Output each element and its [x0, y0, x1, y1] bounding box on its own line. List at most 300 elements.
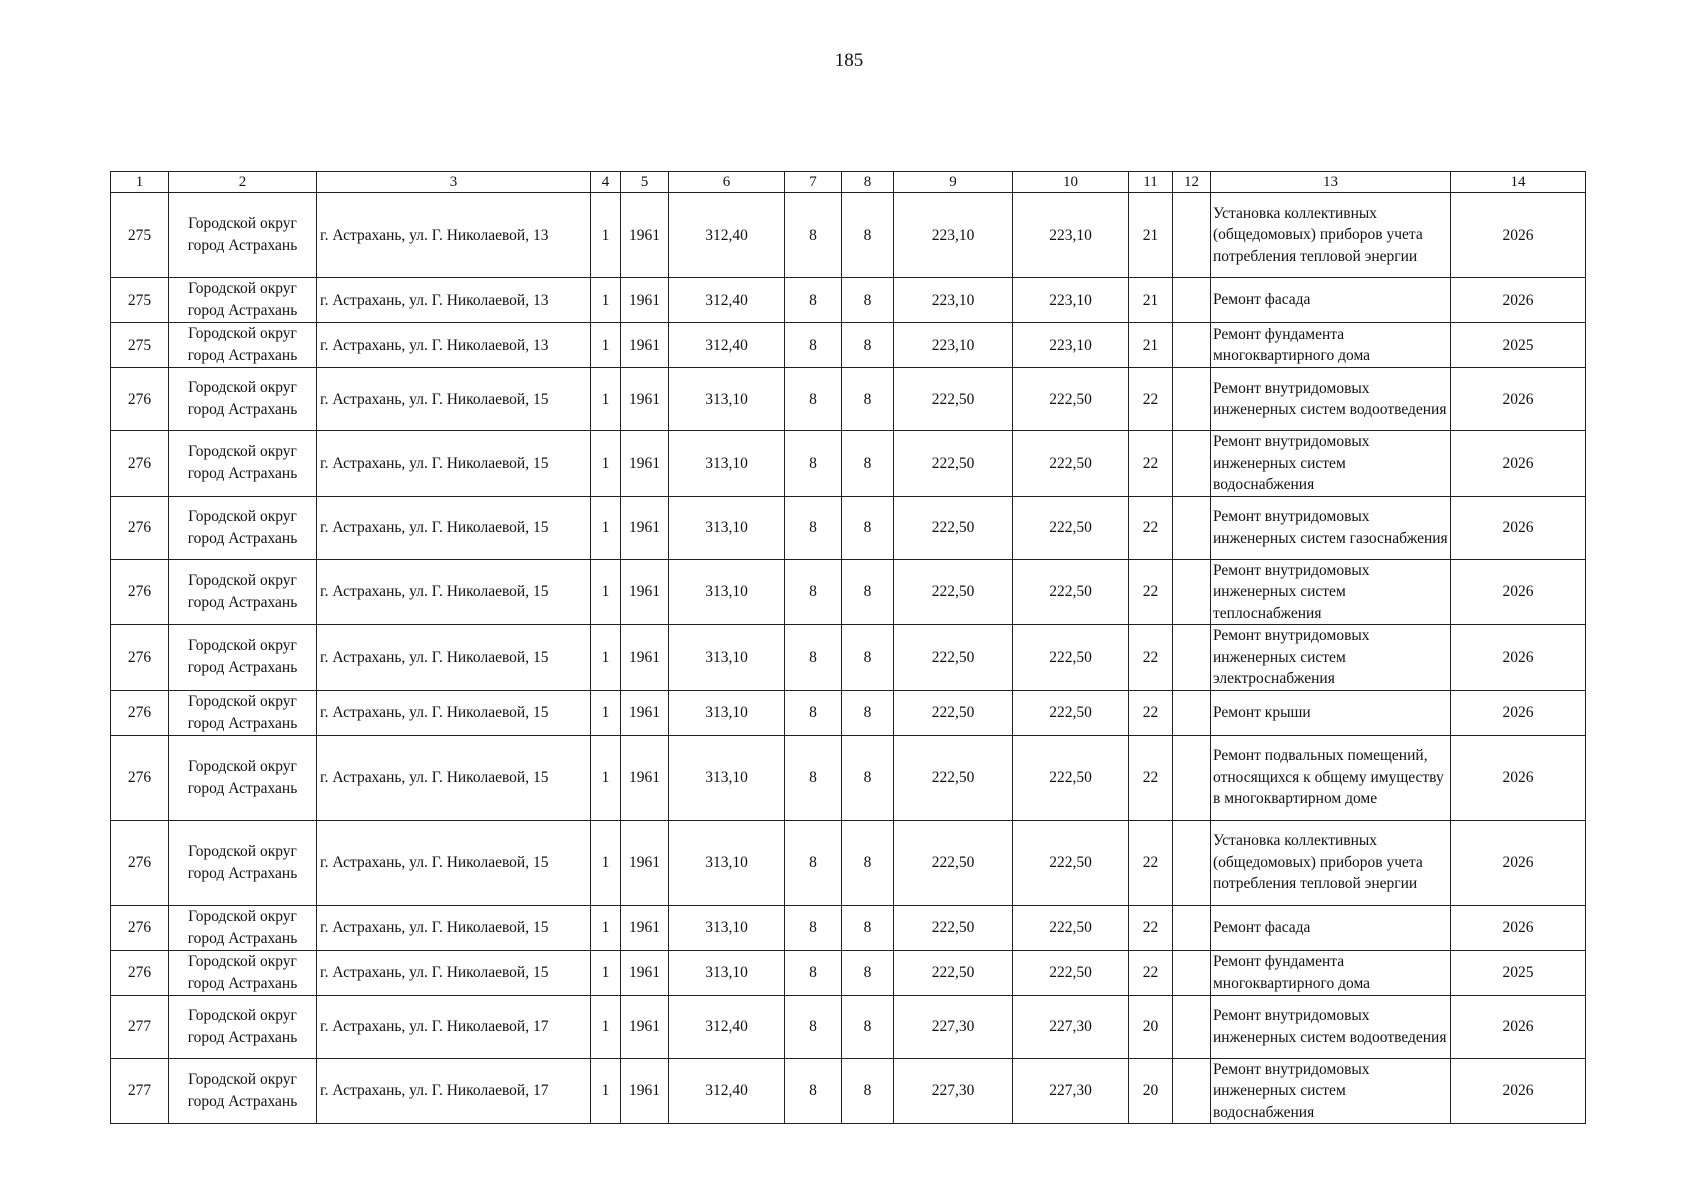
address-cell-text: г. Астрахань, ул. Г. Николаевой, 15	[320, 583, 549, 601]
address-cell-text: г. Астрахань, ул. Г. Николаевой, 15	[320, 769, 549, 786]
column-number: 11	[1129, 172, 1173, 193]
column-6-cell	[669, 323, 785, 368]
column-6-cell-text: 312,40	[705, 1082, 748, 1100]
planned-year-cell	[1451, 496, 1586, 559]
table-row	[111, 323, 1586, 368]
column-11-cell-text: 22	[1142, 583, 1159, 601]
column-6-cell-text: 313,10	[705, 519, 748, 536]
address-cell-text: г. Астрахань, ул. Г. Николаевой, 17	[320, 1018, 549, 1035]
table-row	[111, 995, 1586, 1058]
column-9-cell	[894, 995, 1013, 1058]
column-9-cell-text: 222,50	[931, 390, 975, 408]
column-11-cell	[1129, 1058, 1173, 1124]
address-cell-text: г. Астрахань, ул. Г. Николаевой, 15	[320, 454, 549, 472]
address-cell-text: г. Астрахань, ул. Г. Николаевой, 15	[320, 919, 549, 936]
column-7-cell-text: 8	[809, 964, 817, 981]
district-cell-text: Городской округ город Астрахань	[187, 952, 298, 992]
district-cell	[169, 995, 317, 1058]
column-6-cell-text: 313,10	[705, 648, 748, 666]
planned-year-cell	[1451, 625, 1586, 691]
column-9-cell	[894, 1058, 1013, 1124]
column-10-cell-text: 222,50	[1049, 390, 1092, 408]
column-number: 1	[111, 172, 169, 193]
column-9-cell	[894, 278, 1013, 323]
work-type-cell	[1211, 496, 1451, 559]
column-8-cell-text: 8	[863, 226, 872, 244]
district-cell-text: Городской округ город Астрахань	[187, 692, 298, 732]
column-4-cell-text: 1	[601, 919, 610, 936]
district-cell	[169, 278, 317, 323]
column-8-cell	[842, 559, 894, 625]
column-4-cell	[591, 995, 621, 1058]
column-8-cell	[842, 905, 894, 950]
column-4-cell	[591, 735, 621, 820]
column-11-cell-text: 21	[1142, 336, 1159, 354]
work-type-cell	[1211, 905, 1451, 950]
column-9-cell-text: 222,50	[931, 964, 975, 981]
column-7-cell	[785, 559, 842, 625]
column-12-cell	[1173, 559, 1211, 625]
planned-year-cell	[1451, 1058, 1586, 1124]
column-8-cell-text: 8	[863, 1082, 872, 1100]
row-number-cell-text: 277	[127, 1082, 152, 1100]
table-row	[111, 193, 1586, 278]
column-11-cell	[1129, 950, 1173, 995]
column-8-cell	[842, 193, 894, 278]
column-7-cell-text: 8	[809, 336, 817, 354]
column-number: 7	[785, 172, 842, 193]
column-9-cell-text: 223,10	[931, 226, 975, 244]
column-9-cell	[894, 368, 1013, 431]
column-7-cell-text: 8	[809, 519, 817, 536]
column-7-cell-text: 8	[809, 919, 817, 936]
column-number: 14	[1451, 172, 1586, 193]
column-9-cell	[894, 625, 1013, 691]
column-8-cell-text: 8	[863, 291, 872, 309]
planned-year-cell-text: 2026	[1502, 648, 1534, 666]
column-10-cell	[1013, 905, 1129, 950]
address-cell-text: г. Астрахань, ул. Г. Николаевой, 15	[320, 704, 549, 721]
column-6-cell-text: 313,10	[705, 854, 748, 871]
planned-year-cell-text: 2026	[1502, 583, 1534, 601]
table-row	[111, 820, 1586, 905]
column-12-cell	[1173, 820, 1211, 905]
column-4-cell	[591, 820, 621, 905]
column-4-cell	[591, 368, 621, 431]
year-cell	[621, 193, 669, 278]
planned-year-cell-text: 2026	[1502, 1082, 1534, 1100]
column-7-cell-text: 8	[809, 648, 817, 666]
column-11-cell-text: 22	[1142, 704, 1159, 721]
column-8-cell-text: 8	[863, 854, 872, 871]
column-10-cell	[1013, 950, 1129, 995]
column-12-cell	[1173, 950, 1211, 995]
work-type-cell-text: Ремонт внутридомовых инженерных систем газоснабжения	[1213, 508, 1448, 547]
year-cell	[621, 323, 669, 368]
column-6-cell-text: 313,10	[705, 390, 748, 408]
row-number-cell-text: 275	[127, 336, 152, 354]
column-6-cell-text: 313,10	[705, 583, 748, 601]
column-10-cell-text: 222,50	[1049, 648, 1092, 666]
column-4-cell-text: 1	[601, 519, 610, 536]
column-10-cell-text: 222,50	[1049, 704, 1092, 721]
column-11-cell-text: 22	[1142, 854, 1159, 871]
column-12-cell	[1173, 690, 1211, 735]
planned-year-cell	[1451, 950, 1586, 995]
column-number: 2	[169, 172, 317, 193]
planned-year-cell	[1451, 323, 1586, 368]
year-cell	[621, 735, 669, 820]
work-type-cell	[1211, 995, 1451, 1058]
column-4-cell-text: 1	[601, 769, 610, 786]
district-cell-text: Городской округ город Астрахань	[187, 907, 298, 947]
year-cell-text: 1961	[629, 854, 660, 871]
year-cell-text: 1961	[629, 336, 660, 354]
row-number-cell-text: 275	[127, 291, 152, 309]
column-11-cell-text: 22	[1142, 964, 1159, 981]
table-row	[111, 625, 1586, 691]
column-4-cell	[591, 278, 621, 323]
column-7-cell	[785, 431, 842, 497]
column-11-cell	[1129, 368, 1173, 431]
address-cell	[317, 995, 591, 1058]
column-4-cell	[591, 950, 621, 995]
row-number-cell	[111, 323, 169, 368]
column-number: 4	[591, 172, 621, 193]
planned-year-cell	[1451, 905, 1586, 950]
year-cell-text: 1961	[629, 704, 660, 721]
column-6-cell	[669, 625, 785, 691]
column-4-cell-text: 1	[601, 964, 610, 981]
work-type-cell	[1211, 278, 1451, 323]
column-10-cell	[1013, 368, 1129, 431]
column-6-cell-text: 313,10	[705, 964, 748, 981]
planned-year-cell	[1451, 193, 1586, 278]
column-11-cell	[1129, 735, 1173, 820]
column-6-cell	[669, 995, 785, 1058]
column-11-cell	[1129, 905, 1173, 950]
column-8-cell-text: 8	[863, 964, 872, 981]
work-type-cell	[1211, 559, 1451, 625]
column-4-cell	[591, 905, 621, 950]
district-cell	[169, 323, 317, 368]
column-8-cell	[842, 1058, 894, 1124]
column-8-cell	[842, 278, 894, 323]
district-cell-text: Городской округ город Астрахань	[187, 1070, 298, 1110]
planned-year-cell-text: 2026	[1502, 769, 1534, 786]
column-6-cell	[669, 431, 785, 497]
row-number-cell-text: 276	[127, 919, 152, 936]
column-number: 10	[1013, 172, 1129, 193]
column-11-cell	[1129, 625, 1173, 691]
column-10-cell-text: 222,50	[1049, 769, 1092, 786]
column-9-cell	[894, 950, 1013, 995]
column-11-cell	[1129, 193, 1173, 278]
column-10-cell-text: 223,10	[1049, 291, 1092, 309]
column-6-cell	[669, 278, 785, 323]
row-number-cell-text: 277	[127, 1018, 152, 1035]
year-cell-text: 1961	[629, 648, 660, 666]
planned-year-cell	[1451, 368, 1586, 431]
column-11-cell	[1129, 431, 1173, 497]
column-7-cell	[785, 278, 842, 323]
work-type-cell-text: Ремонт фасада	[1213, 918, 1311, 936]
planned-year-cell	[1451, 559, 1586, 625]
address-cell-text: г. Астрахань, ул. Г. Николаевой, 13	[320, 336, 549, 354]
district-cell	[169, 431, 317, 497]
column-11-cell-text: 22	[1142, 648, 1159, 666]
column-10-cell	[1013, 820, 1129, 905]
column-10-cell-text: 222,50	[1049, 919, 1092, 936]
district-cell-text: Городской округ город Астрахань	[187, 637, 298, 677]
district-cell-text: Городской округ город Астрахань	[187, 280, 298, 319]
column-6-cell-text: 313,10	[705, 704, 748, 721]
work-type-cell-text: Установка коллективных (общедомовых) приборов учета потребления тепловой энергии	[1213, 832, 1423, 893]
address-cell	[317, 496, 591, 559]
column-7-cell	[785, 905, 842, 950]
column-9-cell-text: 222,50	[931, 519, 975, 536]
column-4-cell-text: 1	[601, 854, 610, 871]
planned-year-cell	[1451, 995, 1586, 1058]
column-10-cell	[1013, 690, 1129, 735]
work-type-cell-text: Ремонт крыши	[1213, 703, 1311, 721]
address-cell	[317, 950, 591, 995]
column-11-cell-text: 20	[1142, 1082, 1159, 1100]
column-7-cell	[785, 1058, 842, 1124]
column-7-cell	[785, 368, 842, 431]
column-6-cell-text: 312,40	[705, 1018, 748, 1035]
column-number: 8	[842, 172, 894, 193]
column-11-cell-text: 22	[1142, 769, 1159, 786]
planned-year-cell	[1451, 278, 1586, 323]
address-cell	[317, 368, 591, 431]
row-number-cell	[111, 278, 169, 323]
column-9-cell-text: 223,10	[931, 336, 975, 354]
address-cell	[317, 625, 591, 691]
planned-year-cell-text: 2025	[1502, 336, 1534, 354]
row-number-cell-text: 276	[127, 583, 152, 601]
column-4-cell	[591, 431, 621, 497]
column-12-cell	[1173, 496, 1211, 559]
work-type-cell-text: Ремонт фасада	[1213, 291, 1311, 309]
work-type-cell-text: Ремонт внутридомовых инженерных систем теплоснабжения	[1213, 561, 1370, 622]
district-cell-text: Городской округ город Астрахань	[187, 757, 298, 797]
year-cell-text: 1961	[629, 1018, 660, 1035]
year-cell	[621, 625, 669, 691]
column-7-cell-text: 8	[809, 854, 817, 871]
year-cell	[621, 496, 669, 559]
column-11-cell-text: 22	[1142, 919, 1159, 936]
district-cell-text: Городской округ город Астрахань	[187, 379, 298, 418]
table-row	[111, 735, 1586, 820]
column-10-cell-text: 227,30	[1049, 1018, 1092, 1035]
work-type-cell	[1211, 625, 1451, 691]
planned-year-cell-text: 2026	[1502, 704, 1534, 721]
district-cell	[169, 735, 317, 820]
column-10-cell	[1013, 193, 1129, 278]
row-number-cell-text: 276	[127, 854, 152, 871]
work-type-cell-text: Ремонт фундамента многоквартирного дома	[1213, 325, 1371, 364]
column-8-cell	[842, 496, 894, 559]
column-4-cell-text: 1	[601, 704, 610, 721]
address-cell-text: г. Астрахань, ул. Г. Николаевой, 15	[320, 964, 549, 981]
column-8-cell-text: 8	[863, 454, 872, 472]
column-7-cell-text: 8	[809, 226, 817, 244]
planned-year-cell	[1451, 431, 1586, 497]
row-number-cell-text: 275	[127, 226, 152, 244]
work-type-cell	[1211, 1058, 1451, 1124]
row-number-cell	[111, 193, 169, 278]
table-row	[111, 559, 1586, 625]
column-6-cell	[669, 496, 785, 559]
column-11-cell	[1129, 690, 1173, 735]
table-row	[111, 431, 1586, 497]
work-type-cell-text: Ремонт внутридомовых инженерных систем водоснабжения	[1213, 433, 1370, 493]
work-type-cell-text: Ремонт внутридомовых инженерных систем электроснабжения	[1213, 627, 1370, 687]
district-cell-text: Городской округ город Астрахань	[187, 215, 298, 254]
column-10-cell-text: 222,50	[1049, 854, 1092, 871]
year-cell	[621, 431, 669, 497]
column-7-cell-text: 8	[809, 583, 817, 601]
planned-year-cell-text: 2026	[1502, 1018, 1534, 1035]
column-11-cell	[1129, 323, 1173, 368]
year-cell	[621, 995, 669, 1058]
column-10-cell	[1013, 278, 1129, 323]
column-4-cell-text: 1	[601, 226, 610, 244]
column-6-cell	[669, 193, 785, 278]
work-type-cell	[1211, 431, 1451, 497]
column-7-cell	[785, 625, 842, 691]
district-cell	[169, 950, 317, 995]
column-9-cell-text: 222,50	[931, 919, 975, 936]
planned-year-cell	[1451, 690, 1586, 735]
column-6-cell	[669, 1058, 785, 1124]
row-number-cell	[111, 496, 169, 559]
address-cell	[317, 559, 591, 625]
column-7-cell	[785, 735, 842, 820]
address-cell-text: г. Астрахань, ул. Г. Николаевой, 15	[320, 854, 549, 871]
column-9-cell-text: 222,50	[931, 854, 975, 871]
table-row	[111, 690, 1586, 735]
year-cell-text: 1961	[629, 226, 660, 244]
district-cell	[169, 625, 317, 691]
planned-year-cell-text: 2026	[1502, 919, 1534, 936]
column-4-cell-text: 1	[601, 390, 610, 408]
column-9-cell	[894, 431, 1013, 497]
column-7-cell	[785, 950, 842, 995]
table-row	[111, 950, 1586, 995]
work-type-cell	[1211, 193, 1451, 278]
column-12-cell	[1173, 278, 1211, 323]
work-type-cell-text: Ремонт внутридомовых инженерных систем водоснабжения	[1213, 1060, 1370, 1121]
work-type-cell	[1211, 950, 1451, 995]
address-cell-text: г. Астрахань, ул. Г. Николаевой, 15	[320, 648, 549, 666]
column-6-cell	[669, 950, 785, 995]
column-12-cell	[1173, 368, 1211, 431]
column-10-cell-text: 222,50	[1049, 964, 1092, 981]
year-cell	[621, 950, 669, 995]
work-type-cell-text: Установка коллективных (общедомовых) приборов учета потребления тепловой энергии	[1213, 204, 1423, 265]
column-7-cell	[785, 193, 842, 278]
column-4-cell	[591, 193, 621, 278]
column-11-cell-text: 21	[1142, 291, 1159, 309]
column-6-cell	[669, 905, 785, 950]
column-12-cell	[1173, 323, 1211, 368]
district-cell-text: Городской округ город Астрахань	[187, 325, 298, 364]
district-cell	[169, 905, 317, 950]
district-cell-text: Городской округ город Астрахань	[187, 443, 298, 483]
address-cell	[317, 905, 591, 950]
column-8-cell	[842, 368, 894, 431]
planned-year-cell-text: 2026	[1502, 854, 1534, 871]
address-cell	[317, 431, 591, 497]
column-11-cell	[1129, 278, 1173, 323]
column-6-cell	[669, 368, 785, 431]
row-number-cell-text: 276	[127, 704, 152, 721]
row-number-cell	[111, 735, 169, 820]
work-type-cell	[1211, 323, 1451, 368]
column-10-cell	[1013, 625, 1129, 691]
column-8-cell-text: 8	[863, 519, 872, 536]
column-8-cell	[842, 820, 894, 905]
column-12-cell	[1173, 735, 1211, 820]
table-row	[111, 1058, 1586, 1124]
address-cell	[317, 820, 591, 905]
district-cell	[169, 496, 317, 559]
column-6-cell-text: 313,10	[705, 454, 748, 472]
column-11-cell-text: 22	[1142, 454, 1159, 472]
column-11-cell-text: 20	[1142, 1018, 1159, 1035]
column-7-cell-text: 8	[809, 1018, 817, 1035]
year-cell-text: 1961	[629, 583, 660, 601]
column-number: 9	[894, 172, 1013, 193]
work-type-cell-text: Ремонт внутридомовых инженерных систем водоотведения	[1213, 1007, 1447, 1046]
column-12-cell	[1173, 995, 1211, 1058]
column-6-cell	[669, 690, 785, 735]
planned-year-cell	[1451, 735, 1586, 820]
column-6-cell-text: 313,10	[705, 919, 748, 936]
row-number-cell-text: 276	[127, 519, 152, 536]
column-12-cell	[1173, 905, 1211, 950]
column-10-cell-text: 222,50	[1049, 454, 1092, 472]
work-type-cell-text: Ремонт внутридомовых инженерных систем водоотведения	[1213, 379, 1447, 418]
work-type-cell	[1211, 820, 1451, 905]
column-4-cell-text: 1	[601, 583, 610, 601]
column-9-cell-text: 222,50	[931, 454, 975, 472]
column-10-cell	[1013, 496, 1129, 559]
column-7-cell-text: 8	[809, 1082, 817, 1100]
district-cell	[169, 193, 317, 278]
column-9-cell	[894, 820, 1013, 905]
planned-year-cell-text: 2026	[1502, 390, 1534, 408]
table-row	[111, 905, 1586, 950]
year-cell-text: 1961	[629, 390, 660, 408]
row-number-cell	[111, 559, 169, 625]
column-12-cell	[1173, 431, 1211, 497]
row-number-cell-text: 276	[127, 769, 152, 786]
address-cell	[317, 278, 591, 323]
row-number-cell	[111, 368, 169, 431]
column-8-cell-text: 8	[863, 583, 872, 601]
column-4-cell	[591, 625, 621, 691]
column-6-cell-text: 313,10	[705, 769, 748, 786]
column-9-cell-text: 222,50	[931, 648, 975, 666]
column-6-cell-text: 312,40	[705, 336, 748, 354]
row-number-cell-text: 276	[127, 390, 152, 408]
column-9-cell-text: 222,50	[931, 704, 975, 721]
column-11-cell-text: 22	[1142, 390, 1159, 408]
column-8-cell-text: 8	[863, 390, 872, 408]
